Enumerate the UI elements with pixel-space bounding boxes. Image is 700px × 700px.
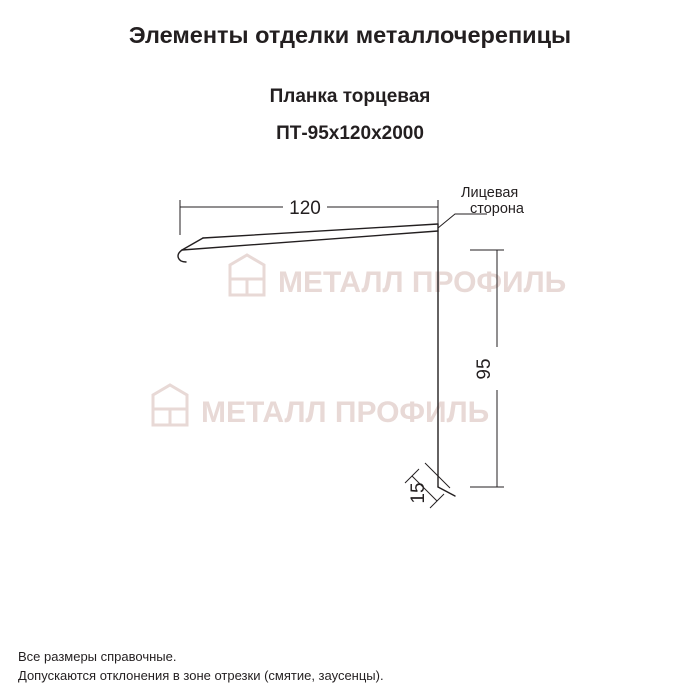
watermark-upper — [230, 255, 566, 299]
svg-text:МЕТАЛЛ ПРОФИЛЬ: МЕТАЛЛ ПРОФИЛЬ — [278, 266, 567, 299]
product-name: Планка торцевая — [269, 86, 431, 107]
svg-text:МЕТАЛЛ ПРОФИЛЬ: МЕТАЛЛ ПРОФИЛЬ — [201, 396, 490, 429]
product-code: ПТ-95х120х2000 — [276, 123, 424, 144]
footnotes — [18, 648, 384, 686]
dimension-width — [180, 198, 438, 235]
footnote-line-1: Все размеры справочные. — [18, 649, 177, 665]
dimension-height-label: 95 — [474, 358, 495, 380]
face-annotation — [438, 185, 525, 228]
face-label-line2: сторона — [470, 201, 524, 217]
face-label-line1: Лицевая — [461, 185, 519, 201]
footnote-line-2: Допускаются отклонения в зоне отрезки (смятие, заусенцы). — [18, 668, 384, 684]
page-title: Элементы отделки металлочерепицы — [128, 22, 572, 48]
profile-outline — [178, 224, 455, 496]
dimension-lip — [405, 463, 450, 508]
dimension-lip-label: 15 — [408, 482, 429, 504]
dimension-width-label: 120 — [289, 198, 321, 219]
watermark-lower — [153, 385, 489, 429]
